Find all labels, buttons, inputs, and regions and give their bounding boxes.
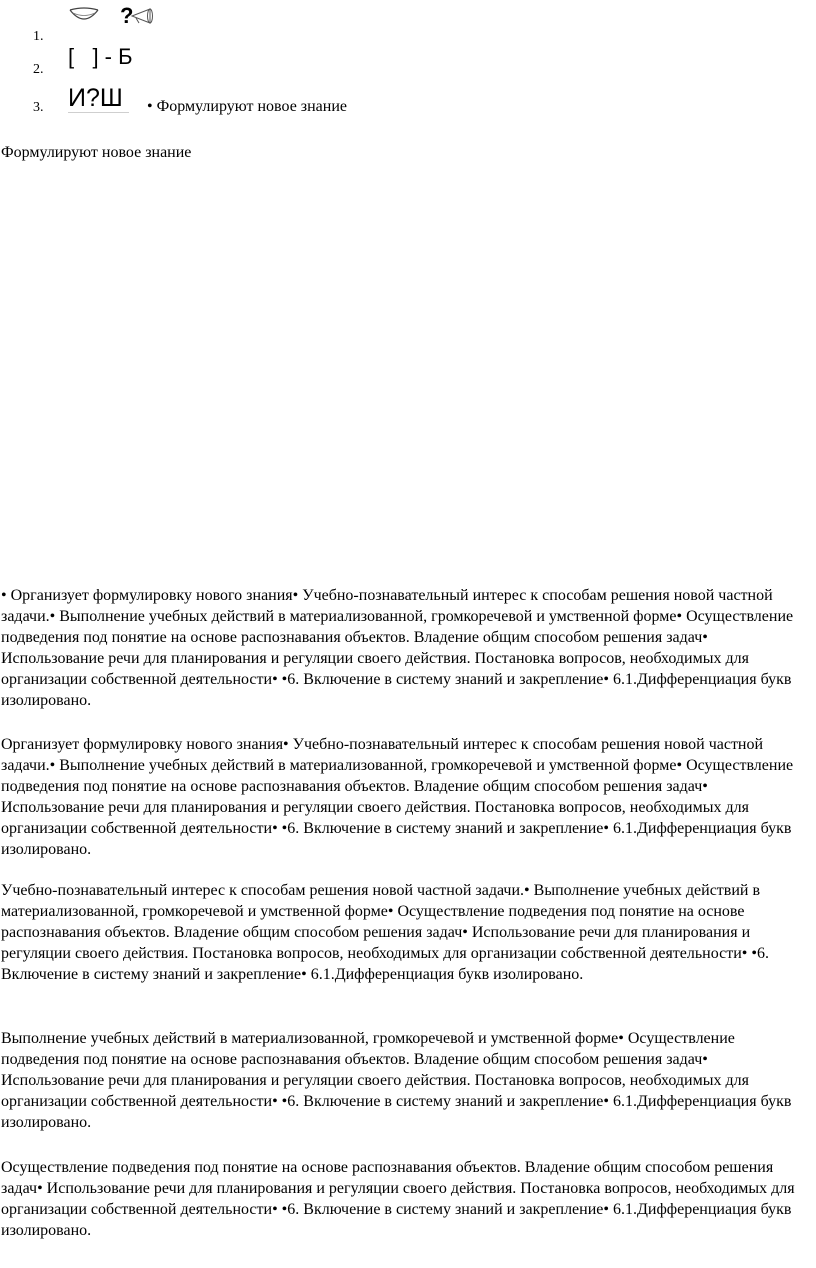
list-number-2: 2. (33, 62, 44, 77)
paragraph-1: • Организует формулировку нового знания• Учебно-познавательный интерес к способам решения новой частной задачи.• Выполнение учебных действий в материализованной, громкоречевой и умственной форме• Осуществление подведения под понятие на основе распознавания объектов. Владение общим способом решения задач• Использование речи для планирования и регуляции своего действия. Постановка вопросов, необходимых для организации собственной деятельности• •6. Включение в систему знаний и закрепление• 6.1.Дифференциация букв изолировано. (1, 587, 794, 709)
list-item-1-graphic (66, 0, 158, 34)
paragraph-3: Учебно-познавательный интерес к способам решения новой частной задачи.• Выполнение учебных действий в материализованной, громкоречевой и умственной форме• Осуществление подведения под понятие на основе распознавания объектов. Владение общим способом решения задач• Использование речи для планирования и регуляции своего действия. Постановка вопросов, необходимых для организации собственной деятельности• •6. Включение в систему знаний и закрепление• 6.1.Дифференциация букв изолировано. (1, 882, 769, 983)
paragraph-5: Осуществление подведения под понятие на основе распознавания объектов. Владение общим способом решения задач• Использование речи для планирования и регуляции своего действия. Постановка вопросов, необходимых для организации собственной деятельности• •6. Включение в систему знаний и закрепление• 6.1.Дифференциация букв изолировано. (1, 1159, 795, 1239)
loudspeaker-icon (130, 6, 154, 26)
section-heading: Формулируют новое знание (1, 144, 192, 161)
list-number-3: 3. (33, 100, 44, 115)
list-item-3-symbols: И?Ш (68, 84, 129, 113)
list-number-1: 1. (33, 29, 44, 44)
question-mark: ? (120, 3, 134, 28)
paragraph-2: Организует формулировку нового знания• Учебно-познавательный интерес к способам решения новой частной задачи.• Выполнение учебных действий в материализованной, громкоречевой и умственной форме• Осуществление подведения под понятие на основе распознавания объектов. Владение общим способом решения задач• Использование речи для планирования и регуляции своего действия. Постановка вопросов, необходимых для организации собственной деятельности• •6. Включение в систему знаний и закрепление• 6.1.Дифференциация букв изолировано. (1, 736, 794, 858)
list-item-3-text: • Формулируют новое знание (147, 98, 348, 115)
list-item-2-symbols: [ ] - Б (68, 44, 133, 69)
paragraph-4: Выполнение учебных действий в материализованной, громкоречевой и умственной форме• Осуществление подведения под понятие на основе распознавания объектов. Владение общим способом решения задач• Использование речи для планирования и регуляции своего действия. Постановка вопросов, необходимых для организации собственной деятельности• •6. Включение в систему знаний и закрепление• 6.1.Дифференциация букв изолировано. (1, 1030, 792, 1131)
